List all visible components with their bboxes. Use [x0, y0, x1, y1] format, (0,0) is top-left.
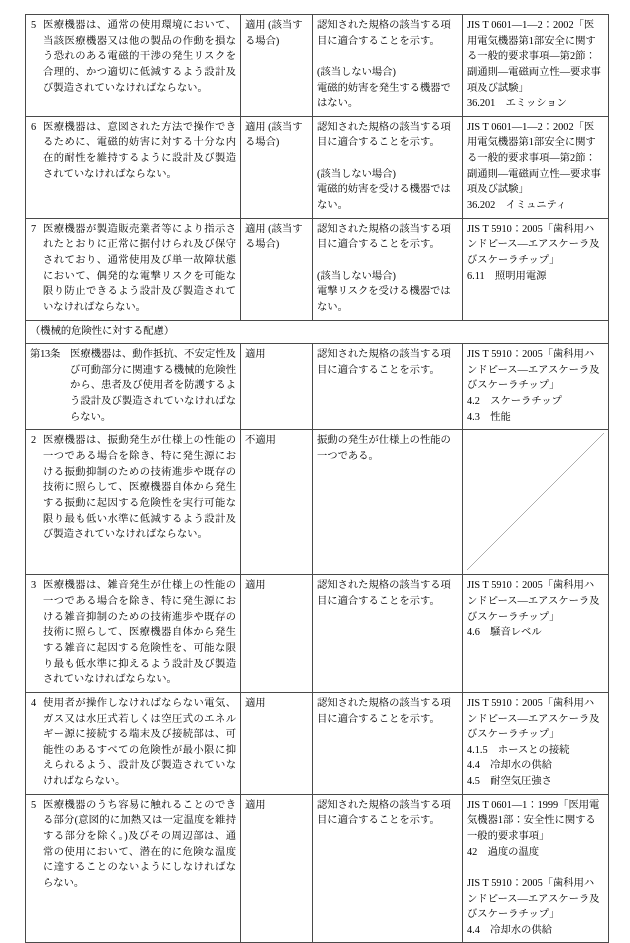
table-row [26, 344, 609, 430]
requirement-number: 7 [31, 223, 37, 235]
requirement-number: 4 [31, 697, 37, 709]
table-row [26, 794, 609, 943]
standard-line: JIS T 0601—1：1999「医用電気機器1部：安全性に関する一般的要求事項」 [467, 799, 600, 842]
requirement-text: 医療機器のうち容易に触れることのできる部分(意図的に加熱又は一定温度を維持する部分を除く。)及びその周辺部は、通常の使用において、潜在的に危険な温度に達することのないようにしなければならない。 [43, 799, 236, 889]
standard-line: 36.202 イミュニティ [467, 200, 567, 212]
applicability-cell: 適用 [241, 344, 313, 430]
spacer [317, 49, 458, 65]
method-cell [313, 692, 463, 794]
standard-line: 4.6 騒音レベル [467, 627, 542, 639]
method-main-text: 認知された規格の該当する項目に適合することを示す。 [317, 20, 451, 47]
standard-line: JIS T 5910：2005「歯科用ハンドピース—エアスケーラ及びスケーラチップ」 [467, 580, 600, 623]
standard-line: JIS T 5910：2005「歯科用ハンドピース—エアスケーラ及びスケーラチップ」 [467, 697, 600, 741]
requirement-text: 医療機器は、意図された方法で操作できるために、電磁的妨害に対する十分な内在的耐性を維持するように設計及び製造されていなければならない。 [43, 121, 236, 180]
requirement-cell [26, 794, 241, 943]
method-alt-header: (該当しない場合) [317, 270, 396, 282]
standard-line: 4.5 耐空気圧強さ [467, 776, 552, 788]
requirement-text: 使用者が操作しなければならない電気、ガス又は水圧式若しくは空圧式のエネルギー源に接続する端末及び接続部は、可能性のあるすべての危険性が最小限に抑えられるよう、設計及び製造されていなければならない。 [43, 697, 236, 788]
method-cell [313, 794, 463, 943]
diagonal-strike-icon [467, 433, 604, 570]
table-row [26, 692, 609, 794]
table-row [26, 575, 609, 692]
table-row [26, 15, 609, 117]
standard-cell [463, 116, 609, 218]
method-alt-text: 電磁的妨害を発生する機器ではない。 [317, 82, 451, 110]
standard-line: 4.2 スケーラチップ [467, 396, 562, 408]
requirement-text: 医療機器は、動作抵抗、不安定性及び可動部分に関連する機械的危険性から、患者及び使用者を防護するよう設計及び製造されていなければならない。 [70, 349, 236, 423]
requirement-text: 医療機器は、通常の使用環境において、当該医療機器又は他の製品の作動を損なう恐れのある電磁的干渉の発生リスクを合理的、かつ適切に低減するよう設計及び製造されていなければならない。 [43, 20, 236, 94]
requirement-cell [26, 116, 241, 218]
standard-line: JIS T 5910：2005「歯科用ハンドピース—エアスケーラ及びスケーラチップ」 [467, 877, 600, 921]
standard-cell [463, 794, 609, 943]
method-cell [313, 15, 463, 117]
standard-line: 4.4 冷却水の供給 [467, 760, 552, 772]
standard-cell [463, 344, 609, 430]
requirement-cell [26, 344, 241, 430]
requirement-number: 3 [31, 580, 37, 592]
method-alt-header: (該当しない場合) [317, 66, 396, 78]
spacer [317, 151, 458, 167]
requirement-number: 5 [31, 20, 37, 31]
requirement-text: 医療機器が製造販売業者等により指示されたとおりに正常に据付けられ及び保守されており、通常使用及び単一故障状態において、偶発的な電撃リスクを可能な限り防止できるよう設計及び製造されていなければならない。 [43, 223, 236, 313]
standard-line: 4.4 冷却水の供給 [467, 924, 552, 936]
standard-line: JIS T 5910：2005「歯科用ハンドピース—エアスケーラ及びスケーラチップ」 [467, 223, 600, 266]
standard-line: JIS T 0601—1—2：2002「医用電気機器第1部安全に関する一般的要求事項—第2節：副通則—電磁両立性—要求事項及び試験」 [467, 20, 601, 94]
method-alt-text: 電磁的妨害を受ける機器ではない。 [317, 184, 451, 212]
requirement-cell [26, 430, 241, 575]
table-row [26, 116, 609, 218]
standard-line: JIS T 5910：2005「歯科用ハンドピース—エアスケーラ及びスケーラチップ」 [467, 349, 600, 392]
method-cell [313, 575, 463, 692]
standard-line: 36.201 エミッション [467, 98, 567, 110]
spacer [467, 860, 604, 876]
applicability-cell: 不適用 [241, 430, 313, 575]
method-alt-text: 電撃リスクを受ける機器ではない。 [317, 286, 451, 313]
applicability-cell: 適用 [241, 794, 313, 943]
method-cell [313, 430, 463, 575]
requirement-cell [26, 15, 241, 117]
requirement-cell [26, 218, 241, 320]
standard-cell [463, 575, 609, 692]
spacer [317, 253, 458, 269]
applicability-cell: 適用 (該当する場合) [241, 218, 313, 320]
requirement-cell [26, 575, 241, 692]
standard-cell [463, 218, 609, 320]
requirement-cell [26, 692, 241, 794]
standard-line: 4.1.5 ホースとの接続 [467, 744, 570, 756]
standard-line: 42 過度の温度 [467, 846, 540, 858]
requirement-text: 医療機器は、雑音発生が仕様上の性能の一つである場合を除き、特に発生源における雑音抑制のための技術進歩や既存の技術に照らして、医療機器自体から発生する雑音に起因する危険性を、可能な限り最も低水準に抑えるよう設計及び製造されていなければならない。 [43, 580, 236, 686]
method-cell [313, 218, 463, 320]
applicability-cell: 適用 [241, 575, 313, 692]
standard-cell [463, 15, 609, 117]
requirement-number: 第13条 [30, 349, 61, 361]
requirement-number: 6 [31, 121, 37, 133]
requirements-table [25, 14, 609, 943]
standard-cell-empty-diagonal [463, 430, 609, 575]
applicability-cell: 適用 (該当する場合) [241, 116, 313, 218]
requirement-text: 医療機器は、振動発生が仕様上の性能の一つである場合を除き、特に発生源における振動抑制のための技術進歩や既存の技術に照らして、医療機器自体から発生する振動に起因する危険性を実行可能な限り最も低い水準に低減するよう設計及び製造されていなければならない。 [43, 435, 236, 541]
method-main-text: 認知された規格の該当する項目に適合することを示す。 [317, 697, 451, 725]
table-row [26, 218, 609, 320]
method-main-text: 認知された規格の該当する項目に適合することを示す。 [317, 121, 451, 149]
section-heading: （機械的危険性に対する配慮） [26, 320, 609, 344]
standard-cell [463, 692, 609, 794]
method-main-text: 認知された規格の該当する項目に適合することを示す。 [317, 349, 451, 376]
standard-line: 6.11 照明用電源 [467, 270, 547, 282]
standard-line: JIS T 0601—1—2：2002「医用電気機器第1部安全に関する一般的要求事項—第2節：副通則—電磁両立性—要求事項及び試験」 [467, 121, 601, 196]
method-main-text: 認知された規格の該当する項目に適合することを示す。 [317, 580, 451, 608]
requirement-number: 5 [31, 799, 37, 811]
method-cell [313, 344, 463, 430]
method-cell [313, 116, 463, 218]
section-heading-row [26, 320, 609, 344]
requirement-number: 2 [31, 435, 37, 447]
table-row [26, 430, 609, 575]
method-main-text: 認知された規格の該当する項目に適合することを示す。 [317, 223, 451, 251]
standard-line: 4.3 性能 [467, 411, 511, 423]
table-body [26, 15, 609, 943]
method-main-text: 振動の発生が仕様上の性能の一つである。 [317, 435, 451, 463]
method-alt-header: (該当しない場合) [317, 168, 396, 180]
applicability-cell: 適用 [241, 692, 313, 794]
method-main-text: 認知された規格の該当する項目に適合することを示す。 [317, 799, 451, 827]
applicability-cell: 適用 (該当する場合) [241, 15, 313, 117]
